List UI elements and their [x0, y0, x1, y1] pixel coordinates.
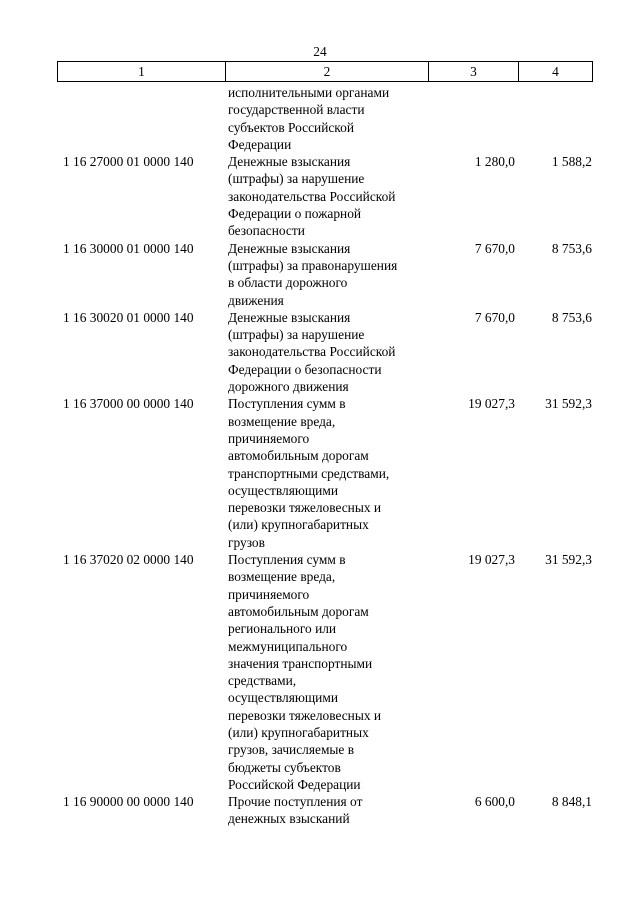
- description-line: значения транспортными: [228, 655, 373, 671]
- table-row: [57, 395, 592, 551]
- description-line: государственной власти: [228, 102, 365, 118]
- amount-column-3: 19 027,3: [468, 552, 515, 568]
- description-line: автомобильным дорогам: [228, 603, 369, 619]
- description-line: дорожного движения: [228, 379, 349, 395]
- table-row: [57, 551, 592, 793]
- description-line: причиняемого: [228, 430, 310, 446]
- description-line: денежных взысканий: [228, 811, 350, 827]
- description-line: Федерации о безопасности: [228, 361, 382, 377]
- column-header-1: 1: [58, 62, 226, 82]
- amount-column-4: 8 753,6: [551, 240, 592, 256]
- description-line: Денежные взыскания: [228, 154, 351, 170]
- column-header-row: [58, 62, 593, 82]
- budget-code: 1 16 30000 01 0000 140: [63, 240, 194, 256]
- description-line: средствами,: [228, 673, 297, 689]
- description-line: Прочие поступления от: [228, 794, 363, 810]
- income-description: [225, 551, 428, 793]
- description-line: межмуниципального: [228, 638, 348, 654]
- amount-column-3: 7 670,0: [474, 309, 515, 325]
- column-header-4: 4: [519, 62, 593, 82]
- income-description: [225, 84, 428, 153]
- amount-column-3: 1 280,0: [474, 154, 515, 170]
- description-line: грузов: [228, 534, 265, 550]
- description-line: осуществляющими: [228, 690, 338, 706]
- description-line: транспортными средствами,: [228, 465, 390, 481]
- table-row: [57, 309, 592, 395]
- table-row: [57, 793, 592, 828]
- description-line: регионального или: [228, 621, 337, 637]
- description-line: субъектов Российской: [228, 119, 354, 135]
- description-line: перевозки тяжеловесных и: [228, 500, 382, 516]
- budget-code: 1 16 30020 01 0000 140: [63, 309, 194, 325]
- description-line: (штрафы) за правонарушения: [228, 257, 398, 273]
- amount-column-4: 31 592,3: [545, 552, 592, 568]
- column-header-table: [57, 61, 593, 82]
- income-description: [225, 153, 428, 239]
- description-line: Российской Федерации: [228, 776, 361, 792]
- description-line: безопасности: [228, 223, 305, 239]
- description-line: в области дорожного: [228, 275, 348, 291]
- description-line: Денежные взыскания: [228, 309, 351, 325]
- column-header-3: 3: [429, 62, 519, 82]
- budget-code: 1 16 37020 02 0000 140: [63, 552, 194, 568]
- description-line: движения: [228, 292, 284, 308]
- description-line: осуществляющими: [228, 482, 338, 498]
- amount-column-3: 7 670,0: [474, 240, 515, 256]
- description-line: Денежные взыскания: [228, 240, 351, 256]
- table-row: [57, 153, 592, 239]
- description-line: Поступления сумм в: [228, 552, 346, 568]
- description-line: Поступления сумм в: [228, 396, 346, 412]
- description-line: грузов, зачисляемые в: [228, 742, 355, 758]
- description-line: (или) крупногабаритных: [228, 724, 369, 740]
- table-body: [57, 84, 592, 828]
- page-number: 24: [313, 44, 327, 59]
- budget-code: 1 16 37000 00 0000 140: [63, 396, 194, 412]
- description-line: Федерации: [228, 136, 292, 152]
- amount-column-4: 8 753,6: [551, 309, 592, 325]
- description-line: бюджеты субъектов: [228, 759, 341, 775]
- description-line: законодательства Российской: [228, 188, 396, 204]
- description-line: возмещение вреда,: [228, 413, 336, 429]
- income-description: [225, 309, 428, 395]
- description-line: исполнительными органами: [228, 85, 390, 100]
- amount-column-4: 31 592,3: [545, 396, 592, 412]
- description-line: причиняемого: [228, 586, 310, 602]
- table-row: [57, 84, 592, 153]
- description-line: Федерации о пожарной: [228, 206, 362, 222]
- amount-column-4: 1 588,2: [551, 154, 592, 170]
- income-description: [225, 240, 428, 309]
- description-line: законодательства Российской: [228, 344, 396, 360]
- description-line: возмещение вреда,: [228, 569, 336, 585]
- income-description: [225, 793, 428, 828]
- budget-code: 1 16 90000 00 0000 140: [63, 794, 194, 810]
- amount-column-3: 19 027,3: [468, 396, 515, 412]
- amount-column-3: 6 600,0: [474, 794, 515, 810]
- description-line: (штрафы) за нарушение: [228, 327, 365, 343]
- table-row: [57, 240, 592, 309]
- column-header-2: 2: [226, 62, 429, 82]
- budget-code: 1 16 27000 01 0000 140: [63, 154, 194, 170]
- description-line: (штрафы) за нарушение: [228, 171, 365, 187]
- income-description: [225, 395, 428, 551]
- description-line: перевозки тяжеловесных и: [228, 707, 382, 723]
- description-line: (или) крупногабаритных: [228, 517, 369, 533]
- amount-column-4: 8 848,1: [551, 794, 592, 810]
- description-line: автомобильным дорогам: [228, 448, 369, 464]
